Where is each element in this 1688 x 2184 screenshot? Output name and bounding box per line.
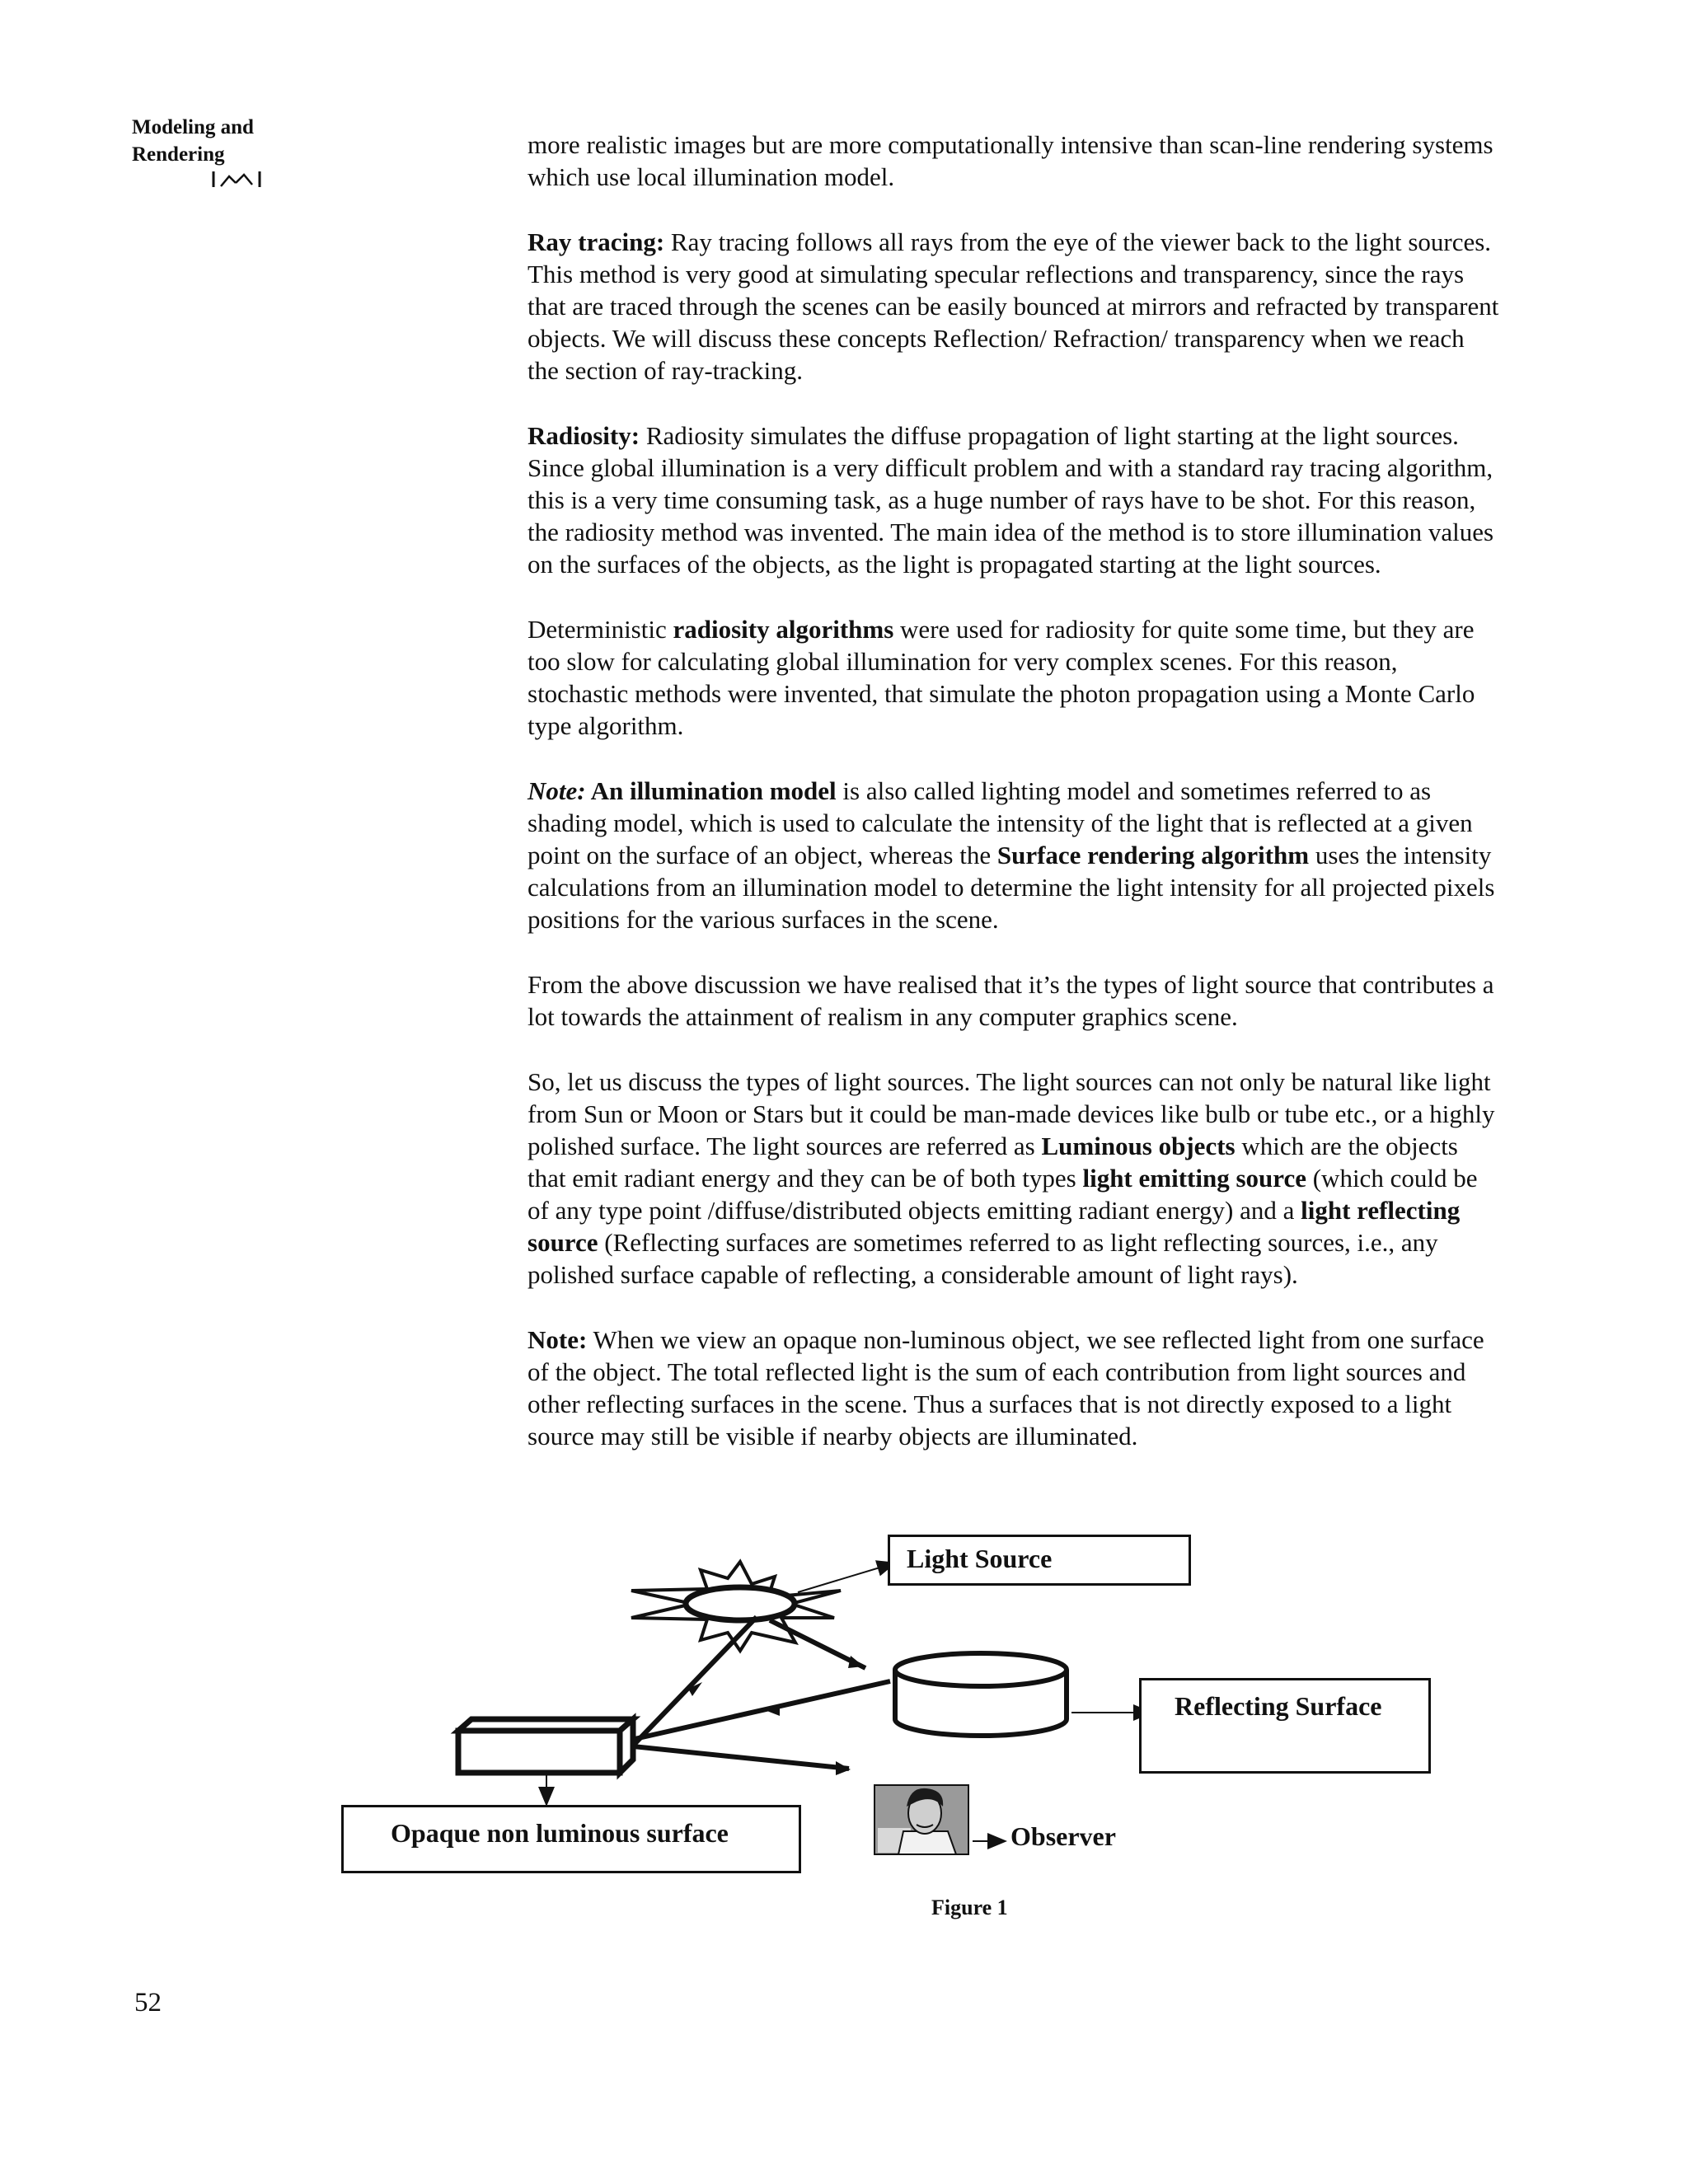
paragraph-continuation: more realistic images but are more computationally intensive than scan-line rendering systems which use local illumination model. [528, 130, 1493, 191]
page-number: 52 [134, 1988, 162, 2018]
sun-icon [631, 1562, 841, 1651]
note-label-2: Note: [528, 1325, 588, 1354]
body-text [528, 129, 1500, 1452]
paragraph-discussion: From the above discussion we have realised that it’s the types of light source that contributes a lot towards the attainment of realism in any computer graphics scene. [528, 970, 1494, 1031]
figure-caption: Figure 1 [931, 1896, 1008, 1919]
observer-portrait-icon [874, 1785, 968, 1854]
note-label: Note: [528, 776, 586, 805]
light-source-box [888, 1535, 1191, 1586]
light-source-label: Light Source [907, 1544, 1053, 1573]
running-header [132, 114, 313, 188]
box-icon [458, 1719, 633, 1773]
opaque-surface-box [341, 1805, 801, 1873]
paragraph-ray-tracing: Ray tracing: Ray tracing follows all rays from the eye of the viewer back to the light sources. This method is very good at simulating specular reflections and transparency, since the rays that are traced through the scenes can be easily bounced at mirrors and refracted by transparent objects. We will discuss these concepts Reflection/ Refraction/ transparency when we reach the section of ray-tracking. [528, 227, 1499, 385]
opaque-surface-label: Opaque non luminous surface [391, 1818, 729, 1848]
paragraph-light-sources: So, let us discuss the types of light sources. The light sources can not only be natural like light from Sun or Moon or Stars but it could be man-made devices like bulb or tube etc., or a highly polished surface. The light sources are referred as Luminous objects which are the objects that emit radiant energy and they can be of both types light emitting source (which could be of any type point /diffuse/distributed objects emitting radiant energy) and a light reflecting source (Reflecting surfaces are sometimes referred to as light reflecting sources, i.e., any polished surface capable of reflecting, a considerable amount of light rays). [528, 1067, 1495, 1289]
paragraph-deterministic: Deterministic radiosity algorithms were used for radiosity for quite some time, but they are too slow for calculating global illumination for very complex scenes. For this reason, stochastic methods were invented, that simulate the photon propagation using a Monte Carlo type algorithm. [528, 615, 1475, 740]
arrow-to-light-source [798, 1563, 893, 1592]
term-radiosity: Radiosity: [528, 421, 640, 450]
institution-logo-icon [211, 170, 262, 188]
paragraph-note-illumination: Note: An illumination model is also called lighting model and sometimes referred to as shading model, which is used to calculate the intensity of the light that is reflected at a given point on the surface of an object, whereas the Surface rendering algorithm uses the intensity calculations from an illumination model to determine the light intensity for all projected pixels positions for the various surfaces in the scene. [528, 776, 1495, 934]
reflecting-surface-box [1139, 1678, 1431, 1774]
running-header-line1: Modeling and [132, 116, 254, 138]
term-luminous-objects: Luminous objects [1041, 1132, 1236, 1160]
light-rays [625, 1617, 890, 1769]
term-radiosity-algorithms: radiosity algorithms [673, 615, 894, 644]
term-light-reflecting-source: light reflecting source [528, 1196, 1461, 1257]
ray-arrowheads [688, 1656, 864, 1775]
reflecting-surface-label: Reflecting Surface [1175, 1691, 1382, 1721]
running-header-line2: Rendering [132, 143, 225, 166]
observer-label: Observer [1010, 1821, 1116, 1851]
term-surface-rendering: Surface rendering algorithm [996, 841, 1310, 869]
cylinder-icon [895, 1653, 1067, 1736]
term-light-emitting-source: light emitting source [1082, 1164, 1306, 1193]
term-ray-tracing: Ray tracing: [528, 227, 665, 256]
paragraph-note-opaque: Note: When we view an opaque non-luminous object, we see reflected light from one surface of the object. The total reflected light is the sum of each contribution from light sources and other reflecting surfaces in the scene. Thus a surfaces that is not directly exposed to a light source may still be visible if nearby objects are illuminated. [528, 1325, 1484, 1451]
term-illumination-model: An illumination model [585, 776, 837, 805]
paragraph-radiosity: Radiosity: Radiosity simulates the diffuse propagation of light starting at the light sources. Since global illumination is a very difficult problem and with a standard ray tracing algorithm, this is a very time consuming task, as a huge number of rays have to be shot. For this reason, the radiosity method was invented. The main idea of the method is to store illumination values on the surfaces of the objects, as the light is propagated starting at the light sources. [528, 421, 1494, 579]
